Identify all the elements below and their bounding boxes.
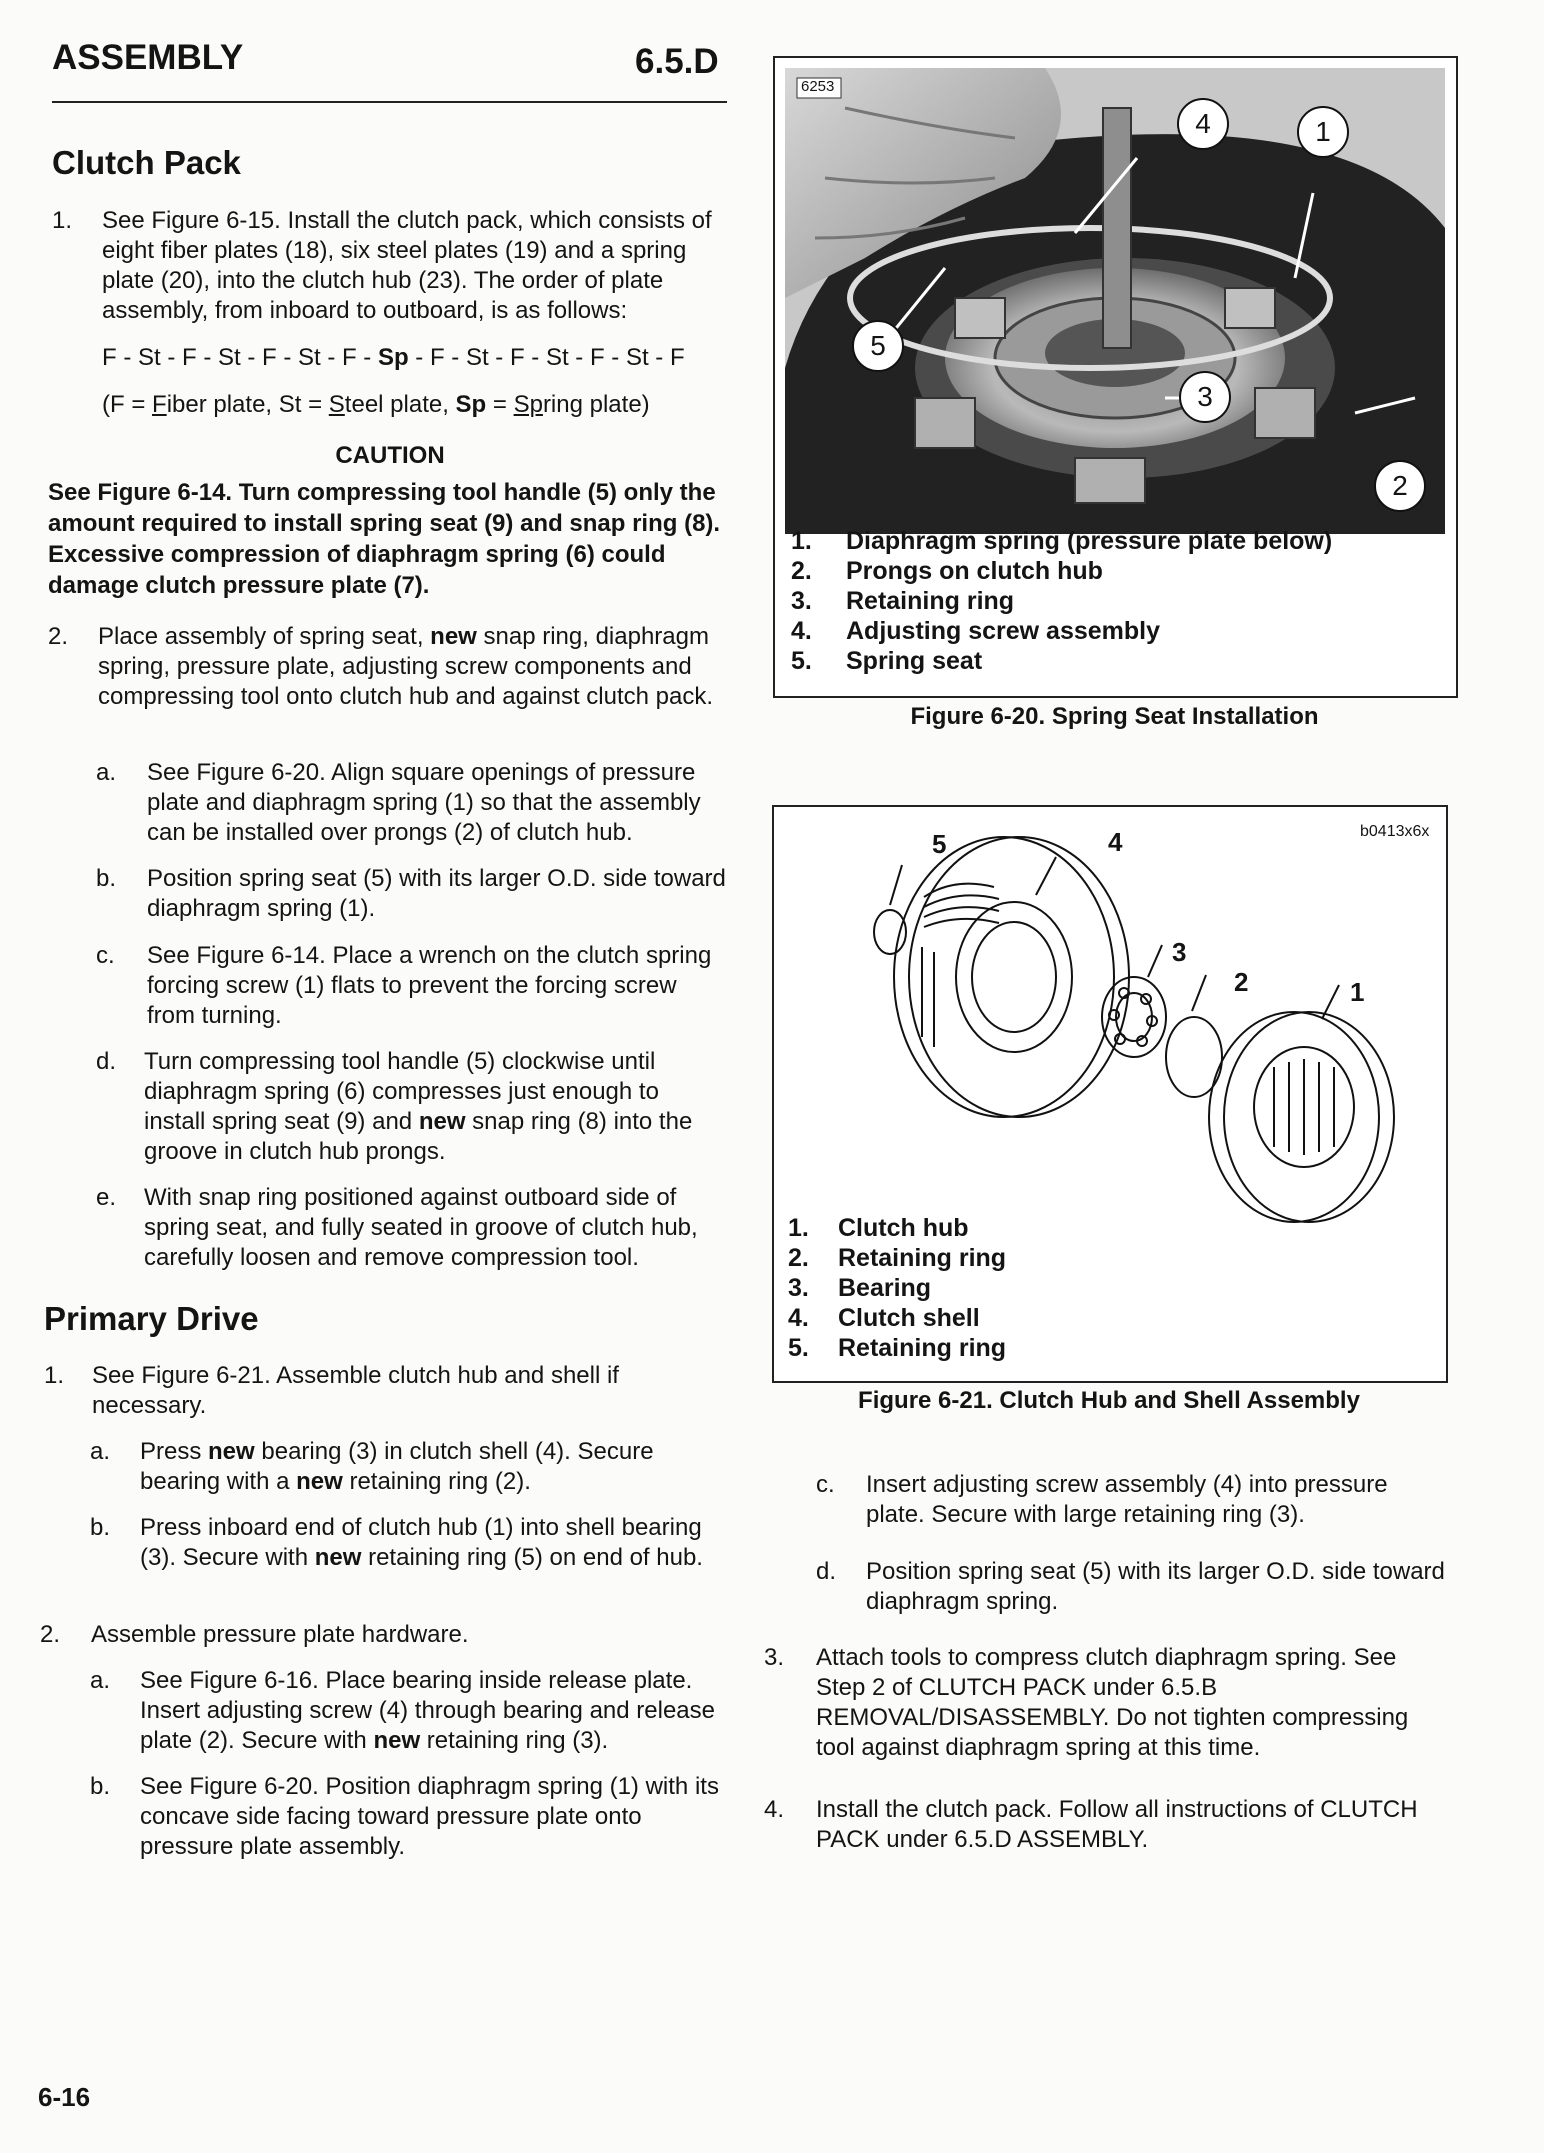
figure-6-20-frame	[773, 56, 1458, 698]
clutch-hub	[1224, 1012, 1394, 1222]
plate-legend	[102, 390, 742, 420]
sub-text: Press	[140, 1438, 209, 1465]
sub-label: d.	[816, 1558, 837, 1585]
sub-label: a.	[90, 1438, 111, 1465]
sub-label: e.	[96, 1184, 117, 1211]
clutch-pack-sub-a	[96, 758, 726, 848]
callout-4: 4	[1108, 827, 1123, 857]
legend-item	[791, 556, 1441, 586]
new-emphasis: new	[296, 1468, 343, 1495]
sub-text: See Figure 6-16. Place bearing inside release plate. Insert adjusting screw (4) through bearing and release plate (2). Secure with	[140, 1667, 715, 1754]
step-text: See Figure 6-21. Assemble clutch hub and shell if necessary.	[92, 1362, 619, 1419]
legend-number: 4.	[791, 617, 812, 645]
sub-label: b.	[90, 1514, 111, 1541]
photo-id: 6253	[801, 78, 835, 95]
clutch-pack-sub-e	[96, 1183, 726, 1273]
legend-part: iber plate, St =	[166, 391, 329, 418]
sub-text: snap ring (8) into the groove in clutch hub prongs.	[144, 1108, 693, 1165]
step-text: Attach tools to compress clutch diaphragm spring. See Step 2 of CLUTCH PACK under 6.5.B REMOVAL/DISASSEMBLY. Do not tighten compressing tool against diaphragm spring at this time.	[816, 1644, 1409, 1761]
step-number: 4.	[764, 1796, 785, 1823]
sub-text: See Figure 6-20. Align square openings of pressure plate and diaphragm spring (1) so that the assembly can be installed over prongs (2) of clutch hub.	[147, 759, 701, 846]
legend-number: 2.	[791, 557, 812, 585]
legend-number: 1.	[791, 527, 812, 555]
primary-drive-sub-b	[90, 1513, 720, 1573]
plate-order-part: F - St - F - St - F - St - F -	[102, 344, 378, 371]
step-text: Install the clutch pack. Follow all instructions of CLUTCH PACK under 6.5.D ASSEMBLY.	[816, 1796, 1418, 1853]
legend-label: Adjusting screw assembly	[846, 617, 1161, 645]
new-emphasis: new	[418, 1108, 466, 1135]
sub-text: bearing (3) in clutch shell (4). Secure bearing with a	[140, 1438, 654, 1495]
right-sub-c	[816, 1470, 1446, 1530]
sub-label: b.	[90, 1773, 111, 1800]
callout-1: 1	[1350, 977, 1365, 1007]
legend-item	[788, 1243, 1388, 1273]
legend-item	[791, 646, 1441, 676]
callout-1: 1	[1297, 106, 1349, 158]
clutch-pack-sub-d	[96, 1047, 726, 1167]
plate-order-part: - F - St - F - St - F - St - F	[408, 344, 685, 371]
legend-part: teel plate,	[344, 391, 456, 418]
legend-number: 3.	[791, 587, 812, 615]
clutch-pack-step-2	[48, 622, 728, 712]
page-number: 6-16	[38, 2082, 91, 2112]
legend-label: Clutch hub	[838, 1214, 969, 1242]
legend-item	[788, 1333, 1388, 1363]
caution-heading: CAUTION	[335, 442, 445, 469]
legend-item	[791, 616, 1441, 646]
legend-number: 2.	[788, 1244, 809, 1272]
callout-2: 2	[1234, 967, 1249, 997]
callout-5: 5	[932, 829, 947, 859]
legend-item	[791, 586, 1441, 616]
figure-6-21-frame	[772, 805, 1448, 1383]
legend-underline: Sp	[513, 391, 543, 418]
callout-4: 4	[1177, 98, 1229, 150]
legend-number: 3.	[788, 1274, 809, 1302]
legend-label: Clutch shell	[838, 1304, 980, 1332]
step-number: 2.	[40, 1621, 61, 1648]
callout-5: 5	[852, 320, 904, 372]
primary-drive-sub-a	[90, 1437, 720, 1497]
sub-text: retaining ring (5) on end of hub.	[361, 1544, 703, 1571]
primary-drive-sub2-a	[90, 1666, 720, 1756]
page-header-title: ASSEMBLY	[52, 38, 244, 77]
legend-label: Prongs on clutch hub	[846, 557, 1103, 585]
legend-bold: Sp	[455, 391, 487, 418]
legend-part: (F =	[102, 391, 153, 418]
legend-label: Spring seat	[846, 647, 983, 675]
clutch-shell	[909, 837, 1129, 1117]
legend-label: Retaining ring	[838, 1244, 1007, 1272]
legend-part: =	[486, 391, 514, 418]
sub-text: See Figure 6-20. Position diaphragm spring (1) with its concave side facing toward pressure plate onto pressure plate assembly.	[140, 1773, 719, 1860]
legend-number: 1.	[788, 1214, 809, 1242]
new-emphasis: new	[373, 1727, 421, 1754]
callout-leader	[890, 865, 902, 905]
primary-drive-heading: Primary Drive	[44, 1300, 259, 1337]
legend-number: 5.	[791, 647, 812, 675]
callout-leader	[1192, 975, 1206, 1011]
sub-label: a.	[96, 759, 117, 786]
legend-label: Diaphragm spring (pressure plate below)	[846, 527, 1333, 555]
header-rule	[52, 101, 727, 103]
right-step-3	[764, 1643, 1446, 1763]
new-emphasis: new	[314, 1544, 362, 1571]
legend-underline: S	[328, 391, 345, 418]
step-text: Place assembly of spring seat,	[98, 623, 431, 650]
sub-text: See Figure 6-14. Place a wrench on the clutch spring forcing screw (1) flats to prevent the forcing screw from turning.	[147, 942, 712, 1029]
legend-item	[791, 526, 1441, 556]
sub-label: b.	[96, 865, 117, 892]
figure-6-20-caption: Figure 6-20. Spring Seat Installation	[910, 703, 1319, 730]
sub-text: Insert adjusting screw assembly (4) into pressure plate. Secure with large retaining ring (3).	[866, 1471, 1388, 1528]
callout-2: 2	[1374, 460, 1426, 512]
step-number: 1.	[52, 207, 73, 234]
sub-text: Position spring seat (5) with its larger O.D. side toward diaphragm spring.	[866, 1558, 1445, 1615]
step-text: See Figure 6-15. Install the clutch pack, which consists of eight fiber plates (18), six steel plates (19) and a spring plate (20), into the clutch hub (23). The order of plate assembly, from inboard to outboard, is as follows:	[102, 207, 712, 324]
legend-underline: F	[152, 391, 167, 418]
drawing-id: b0413x6x	[1360, 823, 1430, 840]
callout-leader	[1322, 985, 1339, 1019]
new-emphasis: new	[208, 1438, 255, 1465]
right-step-4	[764, 1795, 1446, 1855]
callout-3: 3	[1172, 937, 1187, 967]
primary-drive-step-1	[44, 1361, 724, 1421]
retaining-ring-5	[874, 910, 906, 954]
caution-text: See Figure 6-14. Turn compressing tool handle (5) only the amount required to install spring seat (9) and snap ring (8). Excessive compression of diaphragm spring (6) could damage clutch pressure plate (7).	[48, 479, 721, 599]
step-text: snap ring, diaphragm spring, pressure plate, adjusting screw components and compressing tool onto clutch hub and against clutch pack.	[98, 623, 714, 710]
legend-item	[788, 1213, 1388, 1243]
callout-3: 3	[1179, 371, 1231, 423]
new-emphasis: new	[430, 623, 477, 650]
legend-item	[788, 1273, 1388, 1303]
figure-6-21-legend	[788, 1213, 1388, 1363]
step-text: Assemble pressure plate hardware.	[91, 1621, 469, 1648]
plate-order	[102, 343, 742, 373]
legend-number: 5.	[788, 1334, 809, 1362]
right-sub-d	[816, 1557, 1446, 1617]
plate-order-spring: Sp	[377, 344, 409, 371]
primary-drive-step-2	[40, 1620, 720, 1650]
callout-leader	[1148, 945, 1162, 977]
figure-6-21-caption: Figure 6-21. Clutch Hub and Shell Assembly	[858, 1387, 1360, 1414]
sub-label: d.	[96, 1048, 117, 1075]
figure-6-20-legend	[791, 526, 1441, 676]
clutch-pack-sub-b	[96, 864, 726, 924]
sub-label: a.	[90, 1667, 111, 1694]
legend-item	[788, 1303, 1388, 1333]
clutch-pack-sub-c	[96, 941, 726, 1031]
legend-part: ring plate)	[542, 391, 650, 418]
clutch-pack-heading: Clutch Pack	[52, 144, 241, 181]
sub-text: retaining ring (2).	[342, 1468, 531, 1495]
legend-label: Retaining ring	[838, 1334, 1007, 1362]
legend-number: 4.	[788, 1304, 809, 1332]
sub-text: With snap ring positioned against outboard side of spring seat, and fully seated in groove of clutch hub, carefully loosen and remove compression tool.	[144, 1184, 698, 1271]
step-number: 3.	[764, 1644, 785, 1671]
sub-text: Press inboard end of clutch hub (1) into shell bearing (3). Secure with	[140, 1514, 702, 1571]
sub-text: retaining ring (3).	[420, 1727, 609, 1754]
step-number: 1.	[44, 1362, 65, 1389]
sub-text: Position spring seat (5) with its larger O.D. side toward diaphragm spring (1).	[147, 865, 726, 922]
sub-text: Turn compressing tool handle (5) clockwise until diaphragm spring (6) compresses just enough to install spring seat (9) and	[144, 1048, 659, 1135]
sub-label: c.	[96, 942, 115, 969]
sub-label: c.	[816, 1471, 835, 1498]
clutch-pack-step-1	[52, 206, 728, 326]
legend-label: Bearing	[838, 1274, 932, 1302]
legend-label: Retaining ring	[846, 587, 1015, 615]
step-number: 2.	[48, 623, 69, 650]
primary-drive-sub2-b	[90, 1772, 720, 1862]
callout-leader	[1036, 857, 1056, 895]
section-number: 6.5.D	[635, 42, 719, 81]
